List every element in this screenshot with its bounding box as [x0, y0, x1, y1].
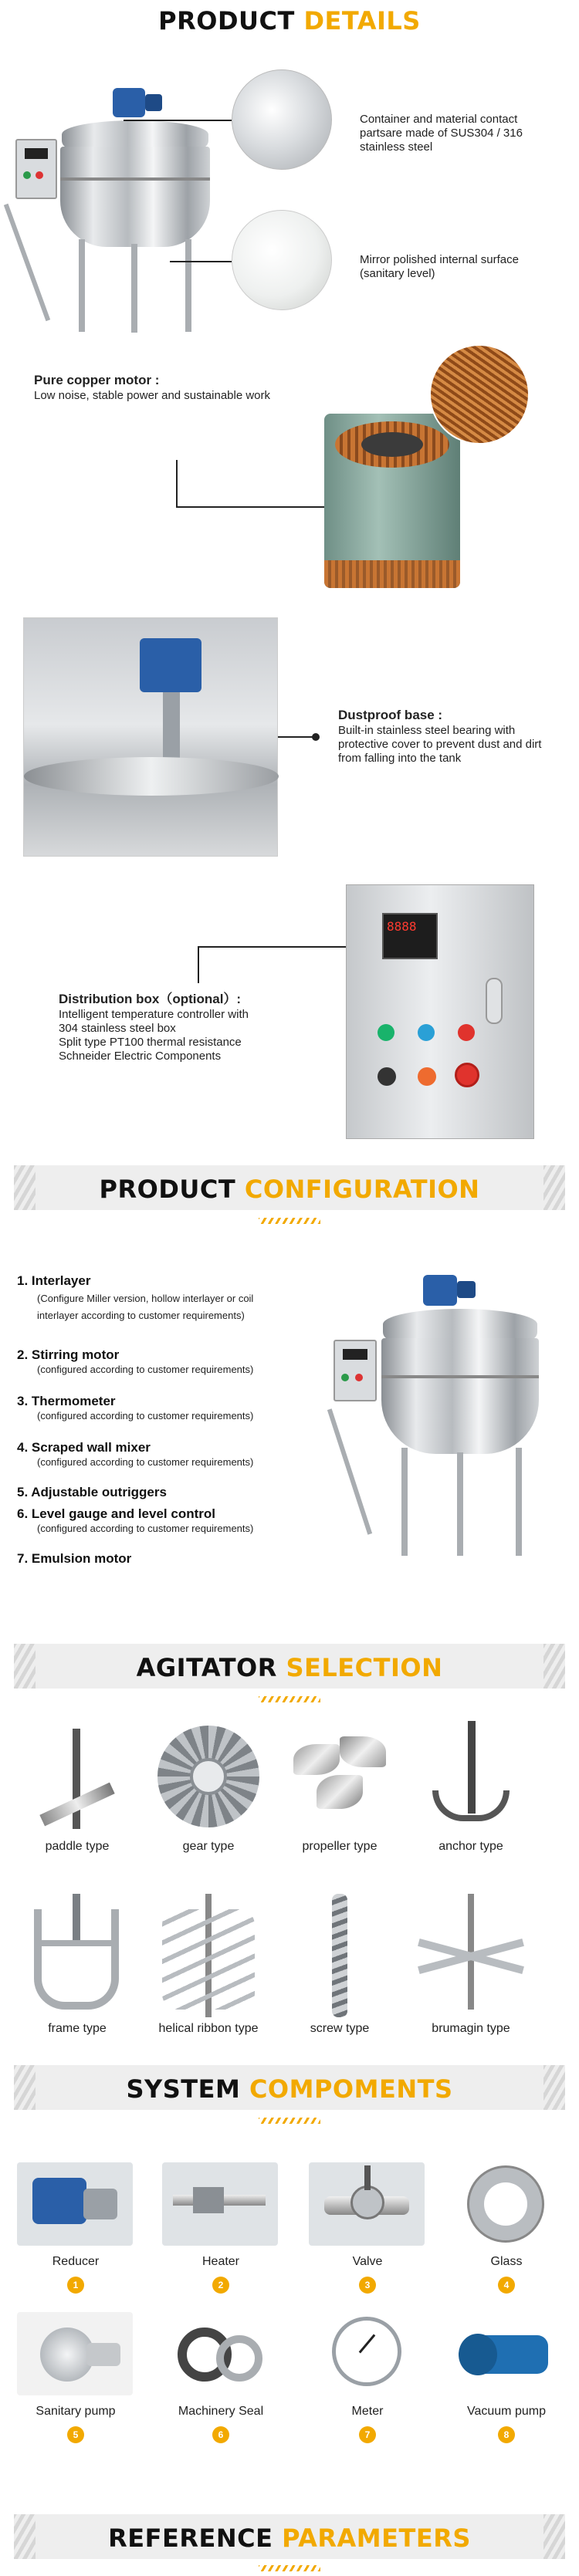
blue-button [418, 1024, 435, 1041]
title-word-2: CONFIGURATION [244, 1175, 480, 1204]
glass-image [448, 2162, 564, 2246]
number-badge: 6 [212, 2426, 229, 2443]
number-badge: 2 [212, 2277, 229, 2294]
title-word-2: COMPOMENTS [249, 2074, 453, 2104]
meter-image [309, 2312, 425, 2395]
emergency-stop-button [455, 1063, 479, 1087]
title-word-1: AGITATOR [136, 1653, 277, 1682]
motor-title: Pure copper motor : [34, 373, 160, 387]
valve-image [309, 2162, 425, 2246]
stainless-steel-sample-image [232, 69, 332, 170]
title-word-1: PRODUCT [99, 1175, 236, 1204]
agitator-label: anchor type [438, 1840, 503, 1853]
motor-icon [113, 88, 145, 117]
config-item: 3. Thermometer (configured according to customer requirements) [17, 1394, 254, 1422]
component-label: Valve [352, 2255, 383, 2268]
title-underline [259, 2565, 320, 2571]
section-title-configuration [0, 1175, 579, 1204]
box-line: 304 stainless steel box [59, 1022, 176, 1035]
box-line: Schneider Electric Components [59, 1050, 222, 1063]
component-label: Reducer [52, 2255, 100, 2268]
sanitary-pump-image [17, 2312, 133, 2395]
copper-motor-image [324, 414, 460, 588]
agitator-label: brumagin type [432, 2022, 510, 2035]
config-item: 7. Emulsion motor [17, 1551, 132, 1566]
copper-wire-image [429, 344, 530, 445]
number-badge: 1 [67, 2277, 84, 2294]
component-label: Glass [490, 2255, 523, 2268]
surface-text: Mirror polished internal surface (sanitary level) [360, 253, 519, 280]
agitator-label: propeller type [302, 1840, 378, 1853]
title-word-1: REFERENCE [108, 2524, 273, 2553]
anchor-agitator-icon [409, 1721, 533, 1837]
component-label: Sanitary pump [36, 2405, 116, 2418]
paddle-agitator-icon [15, 1721, 139, 1837]
title-underline [259, 2118, 320, 2124]
title-word-2: PARAMETERS [282, 2524, 471, 2553]
mixing-tank-image [15, 85, 216, 355]
gear-agitator-icon [147, 1721, 270, 1837]
mirror-polish-sample-image [232, 210, 332, 310]
reducer-image [17, 2162, 133, 2246]
box-title: Distribution box（optional）: [59, 992, 242, 1006]
propeller-agitator-icon [278, 1721, 401, 1837]
frame-agitator-icon [15, 1894, 139, 2017]
screw-agitator-icon [278, 1894, 401, 2017]
base-desc: Built-in stainless steel bearing with protective cover to prevent dust and dirt from falling into the tank [338, 724, 542, 765]
section-title-reference [0, 2524, 579, 2553]
title-word-2: SELECTION [286, 1653, 443, 1682]
agitator-label: paddle type [45, 1840, 110, 1853]
title-word-1: SYSTEM [126, 2074, 241, 2104]
title-underline [259, 1218, 320, 1224]
component-label: Vacuum pump [467, 2405, 546, 2418]
vacuum-pump-image [448, 2312, 564, 2395]
component-label: Meter [351, 2405, 384, 2418]
title-word-1: PRODUCT [158, 6, 295, 35]
config-item: 1. Interlayer (Configure Miller version, hollow interlayer or coil interlayer according to customer requirements) [17, 1273, 254, 1321]
component-label: Machinery Seal [178, 2405, 264, 2418]
number-badge: 8 [498, 2426, 515, 2443]
config-item: 5. Adjustable outriggers [17, 1485, 167, 1499]
control-box [15, 139, 57, 199]
distribution-box-image [346, 884, 534, 1139]
box-line: Split type PT100 thermal resistance [59, 1036, 242, 1049]
heater-image [162, 2162, 278, 2246]
component-label: Heater [201, 2255, 240, 2268]
brumagin-agitator-icon [409, 1894, 533, 2017]
config-item: 4. Scraped wall mixer (configured according to customer requirements) [17, 1440, 254, 1468]
motor-icon [423, 1275, 457, 1306]
agitator-label: gear type [182, 1840, 235, 1853]
number-badge: 7 [359, 2426, 376, 2443]
number-badge: 5 [67, 2426, 84, 2443]
controller-display: 8888 [387, 919, 417, 934]
selector-switch [378, 1067, 396, 1086]
agitator-label: frame type [48, 2022, 107, 2035]
title-underline [259, 1696, 320, 1702]
number-badge: 4 [498, 2277, 515, 2294]
agitator-label: screw type [310, 2022, 370, 2035]
section-title-system [0, 2074, 579, 2104]
dustproof-base-image [23, 617, 278, 857]
material-text: Container and material contact partsare made of SUS304 / 316 stainless steel [360, 113, 523, 154]
motor-desc: Low noise, stable power and sustainable work [34, 389, 271, 402]
config-item: 6. Level gauge and level control (configured according to customer requirements) [17, 1506, 254, 1534]
motor-icon [140, 638, 201, 692]
agitator-label: helical ribbon type [158, 2022, 259, 2035]
red-button [458, 1024, 475, 1041]
section-title-agitator [0, 1653, 579, 1682]
mixing-tank-image [324, 1275, 556, 1568]
title-word-2: DETAILS [303, 6, 421, 35]
orange-button [418, 1067, 436, 1086]
machinery-seal-image [162, 2312, 278, 2395]
base-title: Dustproof base : [338, 708, 443, 722]
helical-ribbon-agitator-icon [147, 1894, 270, 2017]
number-badge: 3 [359, 2277, 376, 2294]
green-button [378, 1024, 394, 1041]
section-title-details [0, 6, 579, 35]
box-line: Intelligent temperature controller with [59, 1008, 249, 1021]
box-desc [59, 1008, 321, 1063]
config-item: 2. Stirring motor (configured according to customer requirements) [17, 1347, 254, 1375]
